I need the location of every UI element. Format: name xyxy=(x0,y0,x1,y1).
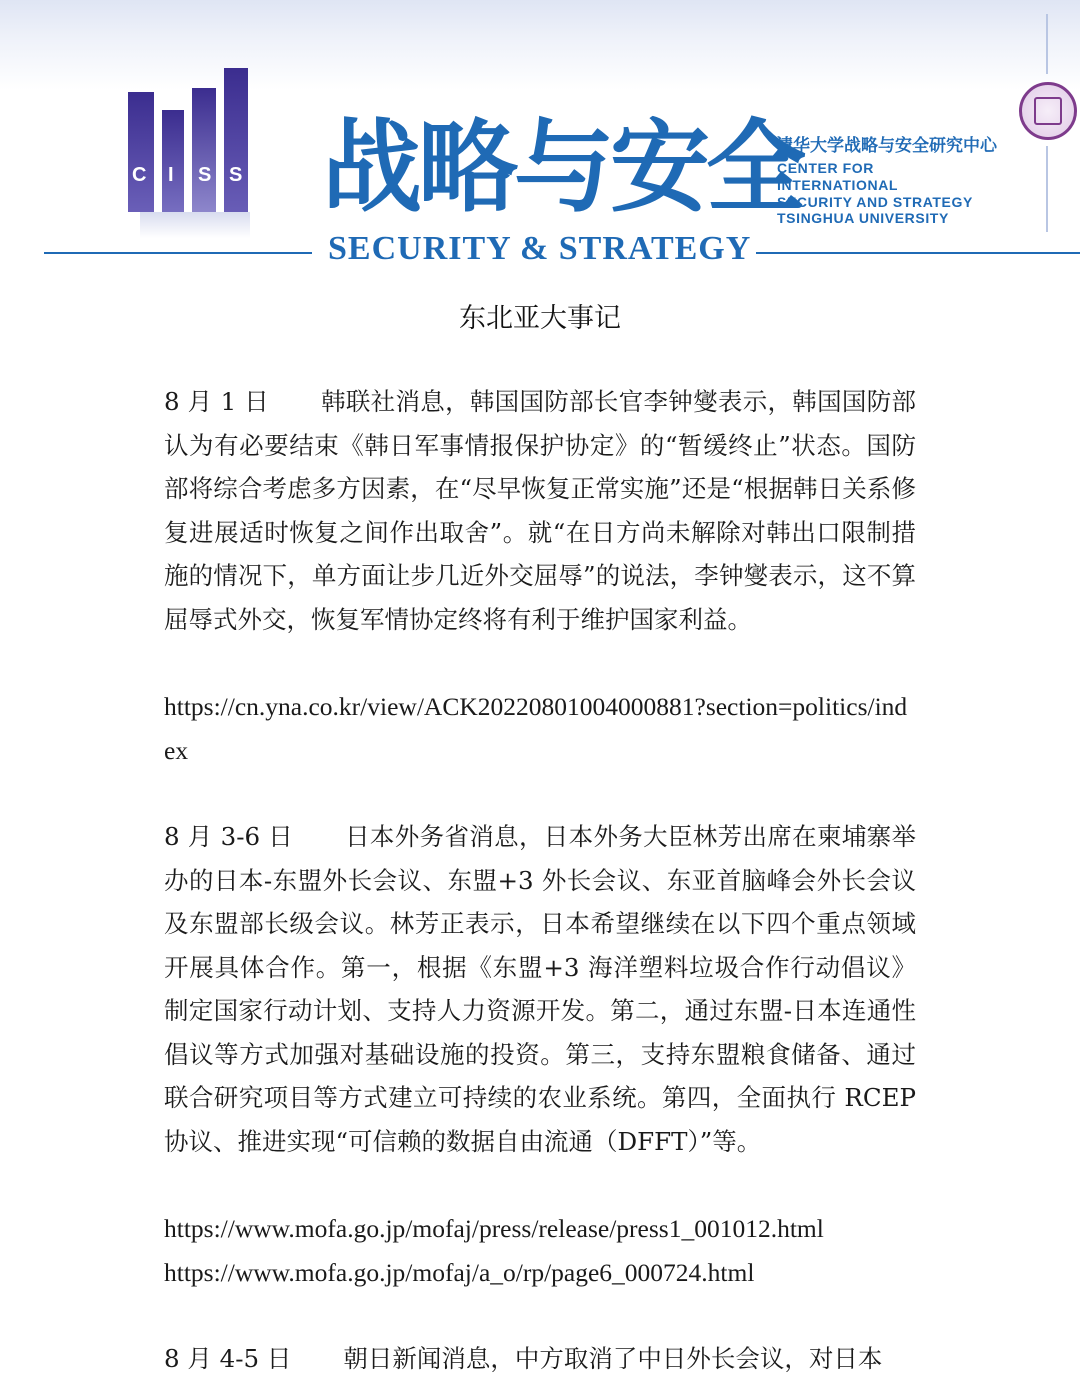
university-seal-icon xyxy=(1019,82,1077,140)
event-entry xyxy=(164,380,916,641)
logo-bar xyxy=(128,92,154,212)
seal-center xyxy=(1034,97,1062,125)
event-date: 8 月 1 日 xyxy=(164,387,270,416)
journal-title-en: SECURITY & STRATEGY xyxy=(328,230,752,267)
event-date: 8 月 4-5 日 xyxy=(164,1344,292,1373)
logo-bar xyxy=(224,68,248,218)
event-date: 8 月 3-6 日 xyxy=(164,822,294,851)
logo-letter: S xyxy=(198,164,212,186)
institution-name-en: INTERNATIONAL xyxy=(777,177,899,193)
event-text: 朝日新闻消息，中方取消了中日外长会议，对日本 xyxy=(343,1344,883,1373)
institution-name-en: TSINGHUA UNIVERSITY xyxy=(777,210,949,226)
source-link[interactable]: https://cn.yna.co.kr/view/ACK20220801004000881?section=politics/index xyxy=(164,692,908,765)
header-rule-right xyxy=(756,252,1080,254)
event-entry xyxy=(164,815,916,1163)
institution-name-cn: 清华大学战略与安全研究中心 xyxy=(776,136,997,156)
page-title: 东北亚大事记 xyxy=(459,303,621,334)
source-link[interactable]: https://www.mofa.go.jp/mofaj/a_o/rp/page6_000724.html xyxy=(164,1258,755,1287)
event-text: 韩联社消息，韩国国防部长官李钟燮表示，韩国国防部认为有必要结束《韩日军事情报保护协定》的“暂缓终止”状态。国防部将综合考虑多方因素，在“尽早恢复正常实施”还是“根据韩日关系修复进展适时恢复之间作出取舍”。就“在日方尚未解除对韩出口限制措施的情况下，单方面让步几近外交屈辱”的说法，李钟燮表示，这不算屈辱式外交，恢复军情协定终将有利于维护国家利益。 xyxy=(164,387,917,634)
header-vertical-rule xyxy=(1046,146,1048,232)
logo-letter: I xyxy=(168,164,174,186)
header-vertical-rule xyxy=(1046,14,1048,74)
logo-bar-shadow xyxy=(140,212,250,238)
logo-letter: C xyxy=(132,164,147,186)
event-entry xyxy=(164,1337,916,1381)
header-background xyxy=(0,0,1080,90)
institution-name-en: CENTER FOR xyxy=(777,160,874,176)
logo-letter: S xyxy=(229,164,243,186)
journal-title-cn: 战略与安全 xyxy=(322,108,802,226)
institution-name-en: SECURITY AND STRATEGY xyxy=(777,194,973,210)
event-text: 日本外务省消息，日本外务大臣林芳出席在柬埔寨举办的日本-东盟外长会议、东盟+3 外长会议、东亚首脑峰会外长会议及东盟部长级会议。林芳正表示，日本希望继续在以下四个重点领域开展具体合作。第一，根据《东盟+3 海洋塑料垃圾合作行动倡议》制定国家行动计划、支持人力资源开发。第二，通过东盟-日本连通性倡议等方式加强对基础设施的投资。第三，支持东盟粮食储备、通过联合研究项目等方式建立可持续的农业系统。第四，全面执行 RCEP 协议、推进实现“可信赖的数据自由流通（DFFT）”等。 xyxy=(164,822,917,1156)
header-rule-left xyxy=(44,252,312,254)
source-link[interactable]: https://www.mofa.go.jp/mofaj/press/release/press1_001012.html xyxy=(164,1214,824,1243)
